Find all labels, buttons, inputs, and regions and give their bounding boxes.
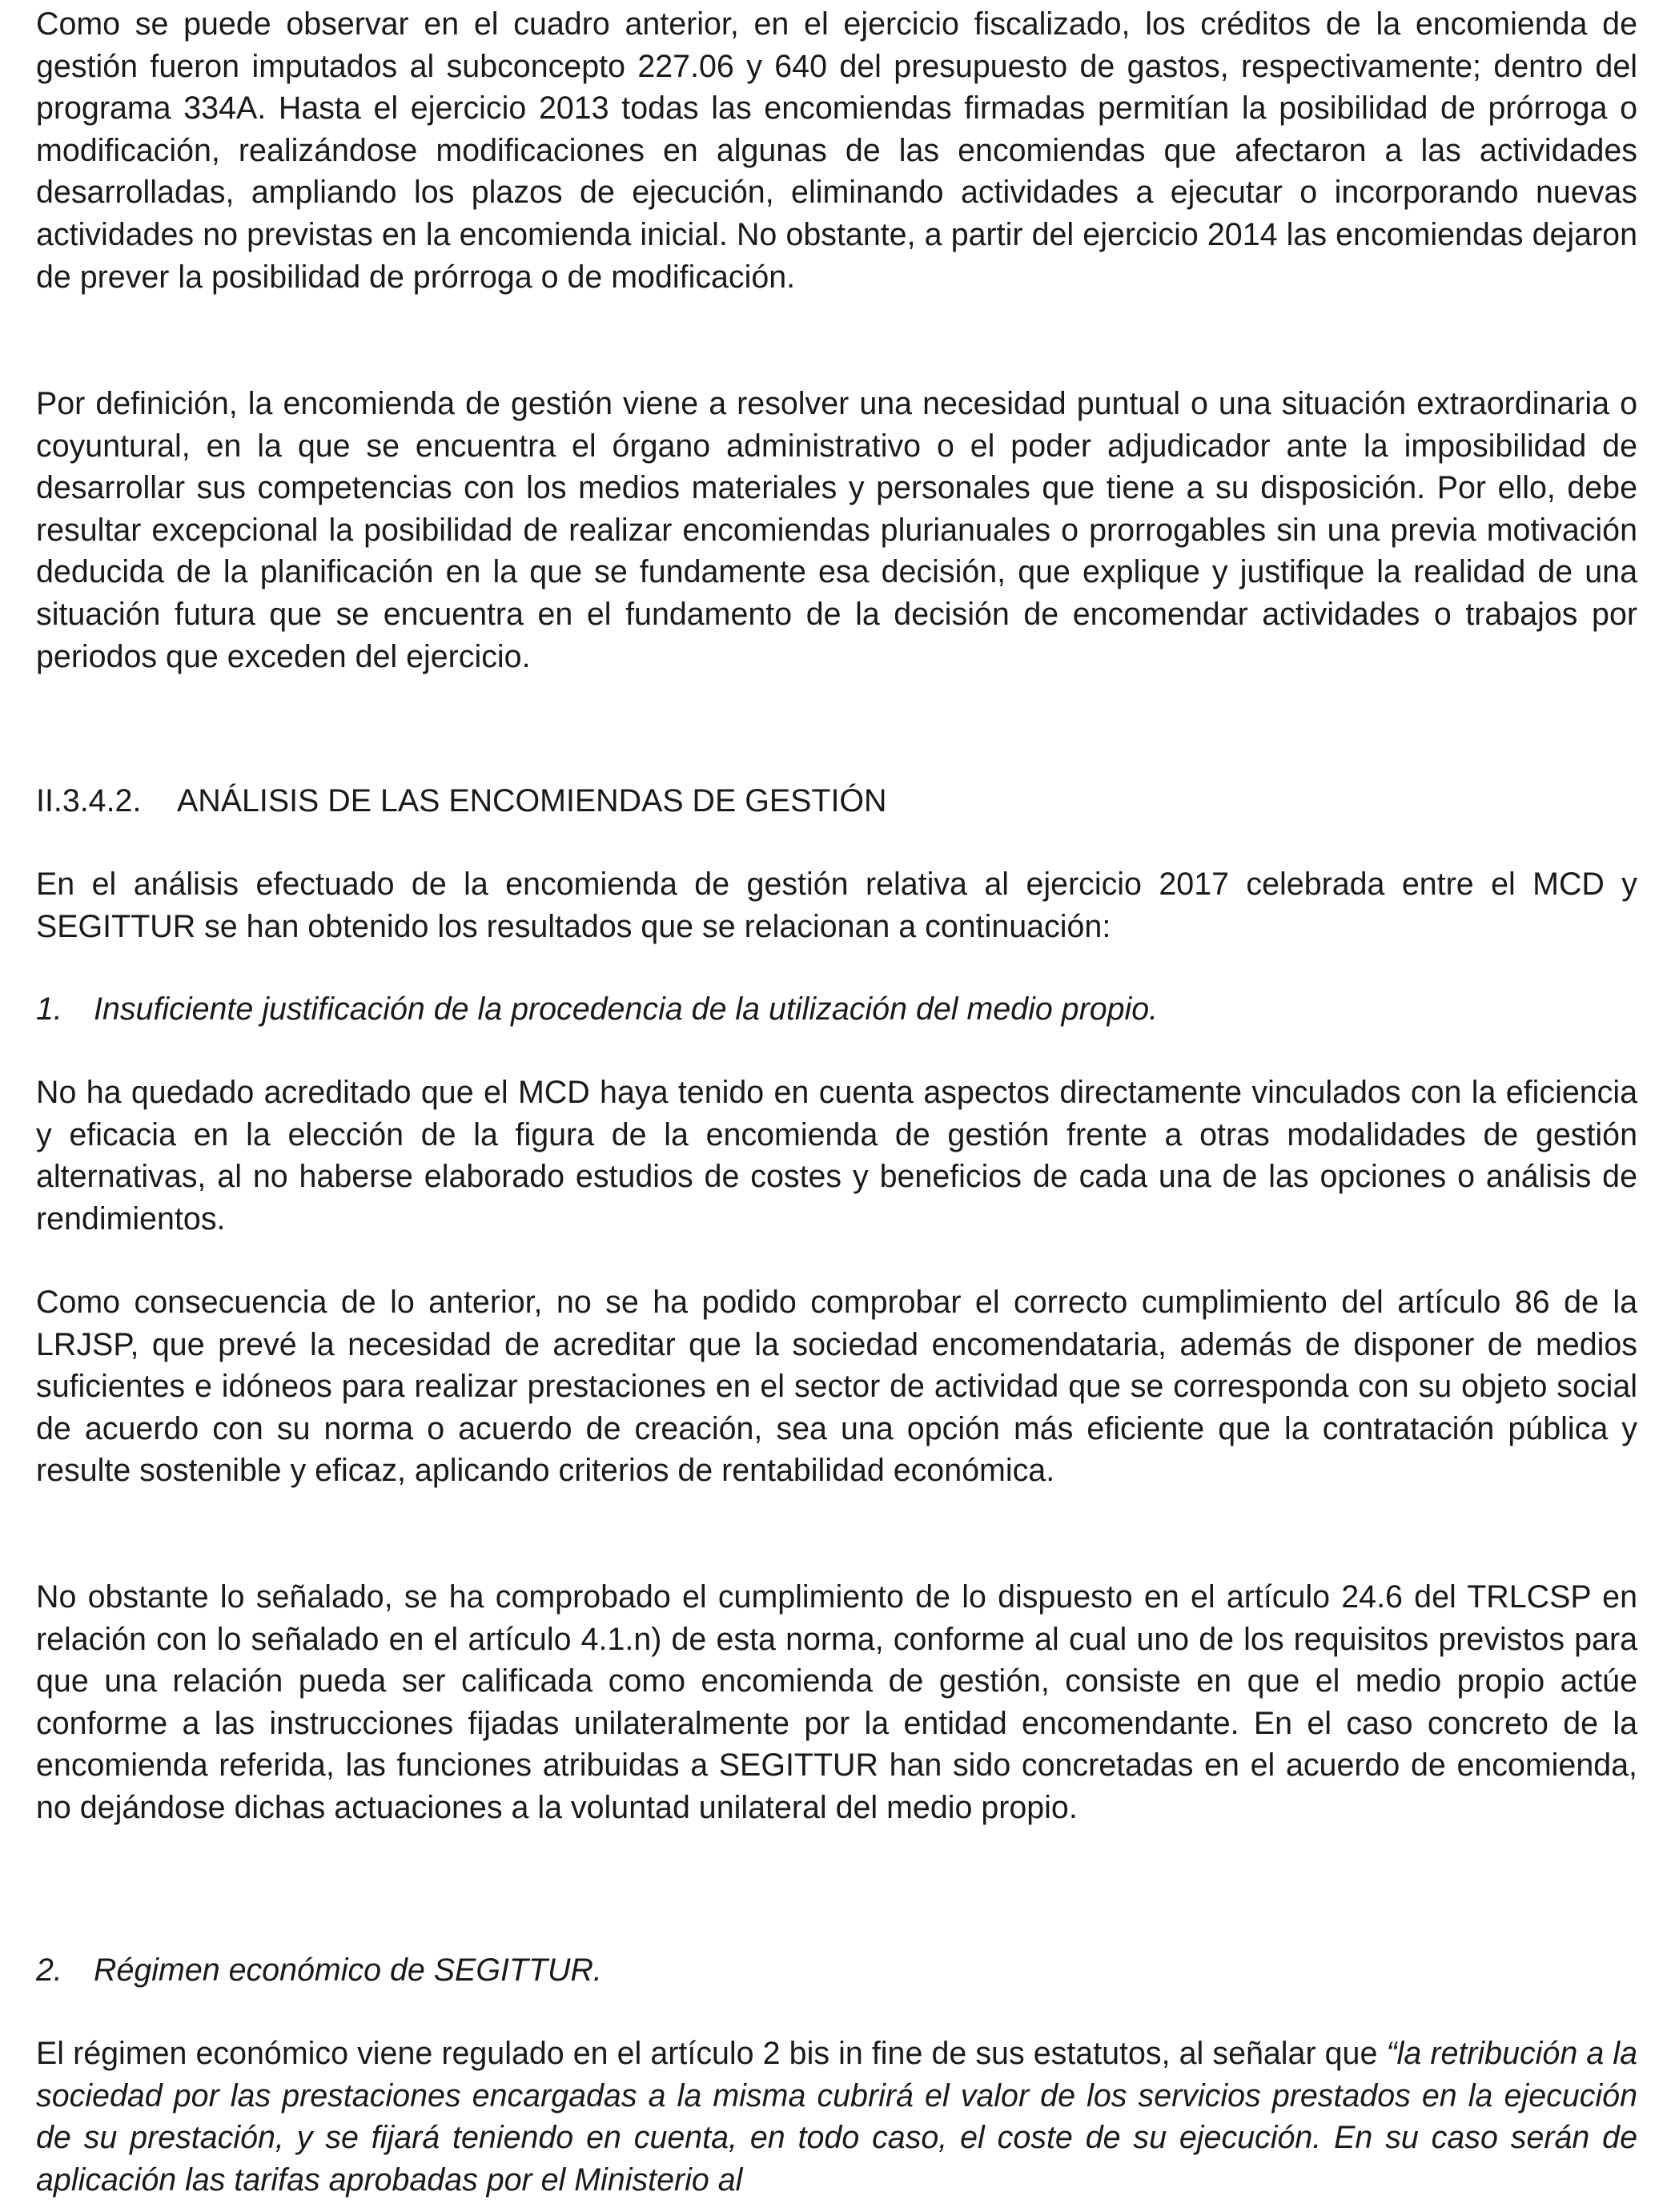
paragraph-budget-credits: Como se puede observar en el cuadro anterior, en el ejercicio fiscalizado, los créditos de la encomienda de gestión fueron imputados al subconcepto 227.06 y 640 del presupuesto de gastos, respectivamente; dentro del programa 334A. Hasta el ejercicio 2013 todas las encomiendas firmadas permitían la posibilidad de prórroga o modificación, realizándose modificaciones en algunas de las encomiendas que afectaron a las actividades desarrolladas, ampliando los plazos de ejecución, eliminando actividades a ejecutar o incorporando nuevas actividades no previstas en la encomienda inicial. No obstante, a partir del ejercicio 2014 las encomiendas dejaron de prever la posibilidad de prórroga o de modificación. [36,6,1637,295]
paragraph-article-86: Como consecuencia de lo anterior, no se ha podido comprobar el correcto cumplimiento del artículo 86 de la LRJSP, que prevé la necesidad de acreditar que la sociedad encomendataria, además de disponer de medios suficientes e idóneos para realizar prestaciones en el sector de actividad que se corresponda con su objeto social de acuerdo con su norma o acuerdo de creación, sea una opción más eficiente que la contratación pública y resulte sostenible y eficaz, aplicando criterios de rentabilidad económica. [36,1285,1637,1489]
list-item-number: 1. [36,991,62,1027]
paragraph-economic-regime [36,2033,1637,2201]
list-item-number: 2. [36,1953,62,1988]
list-item-title: Insuficiente justificación de la procedencia de la utilización del medio propio. [94,991,1159,1027]
list-item-title: Régimen económico de SEGITTUR. [94,1953,602,1988]
paragraph-intro-text: El régimen económico viene regulado en el artículo 2 bis in fine de sus estatutos, al señalar que [36,2036,1387,2071]
paragraph-definition: Por definición, la encomienda de gestión viene a resolver una necesidad puntual o una situación extraordinaria o coyuntural, en la que se encuentra el órgano administrativo o el poder adjudicador ante la imposibilidad de desarrollar sus competencias con los medios materiales y personales que tiene a su disposición. Por ello, debe resultar excepcional la posibilidad de realizar encomiendas plurianuales o prorrogables sin una previa motivación deducida de la planificación en la que se fundamente esa decisión, que explique y justifique la realidad de una situación futura que se encuentra en el fundamento de la decisión de encomendar actividades o trabajos por periodos que exceden del ejercicio. [36,386,1637,674]
statute-quote: “la retribución a la sociedad por las prestaciones encargadas a la misma cubrirá el valor de los servicios prestados en la ejecución de su prestación, y se fijará teniendo en cuenta, en todo caso, el coste de su ejecución. En su caso serán de aplicación las tarifas aprobadas por el Ministerio al [36,2036,1637,2198]
paragraph-efficiency: No ha quedado acreditado que el MCD haya tenido en cuenta aspectos directamente vinculados con la eficiencia y eficacia en la elección de la figura de la encomienda de gestión frente a otras modalidades de gestión alternativas, al no haberse elaborado estudios de costes y beneficios de cada una de las opciones o análisis de rendimientos. [36,1075,1637,1237]
paragraph-article-24-6: No obstante lo señalado, se ha comprobado el cumplimiento de lo dispuesto en el artículo 24.6 del TRLCSP en relación con lo señalado en el artículo 4.1.n) de esta norma, conforme al cual uno de los requisitos previstos para que una relación pueda ser calificada como encomienda de gestión, consiste en que el medio propio actúe conforme a las instrucciones fijadas unilateralmente por la entidad encomendante. En el caso concreto de la encomienda referida, las funciones atribuidas a SEGITTUR han sido concretadas en el acuerdo de encomienda, no dejándose dichas actuaciones a la voluntad unilateral del medio propio. [36,1579,1637,1825]
list-item-2 [36,1949,1637,1992]
section-heading [36,780,1637,822]
list-item-1 [36,988,1637,1031]
section-number: II.3.4.2. [36,783,142,818]
section-title: ANÁLISIS DE LAS ENCOMIENDAS DE GESTIÓN [177,783,887,818]
document-page [36,0,1637,2212]
paragraph-analysis-intro: En el análisis efectuado de la encomienda de gestión relativa al ejercicio 2017 celebrada entre el MCD y SEGITTUR se han obtenido los resultados que se relacionan a continuación: [36,867,1637,944]
